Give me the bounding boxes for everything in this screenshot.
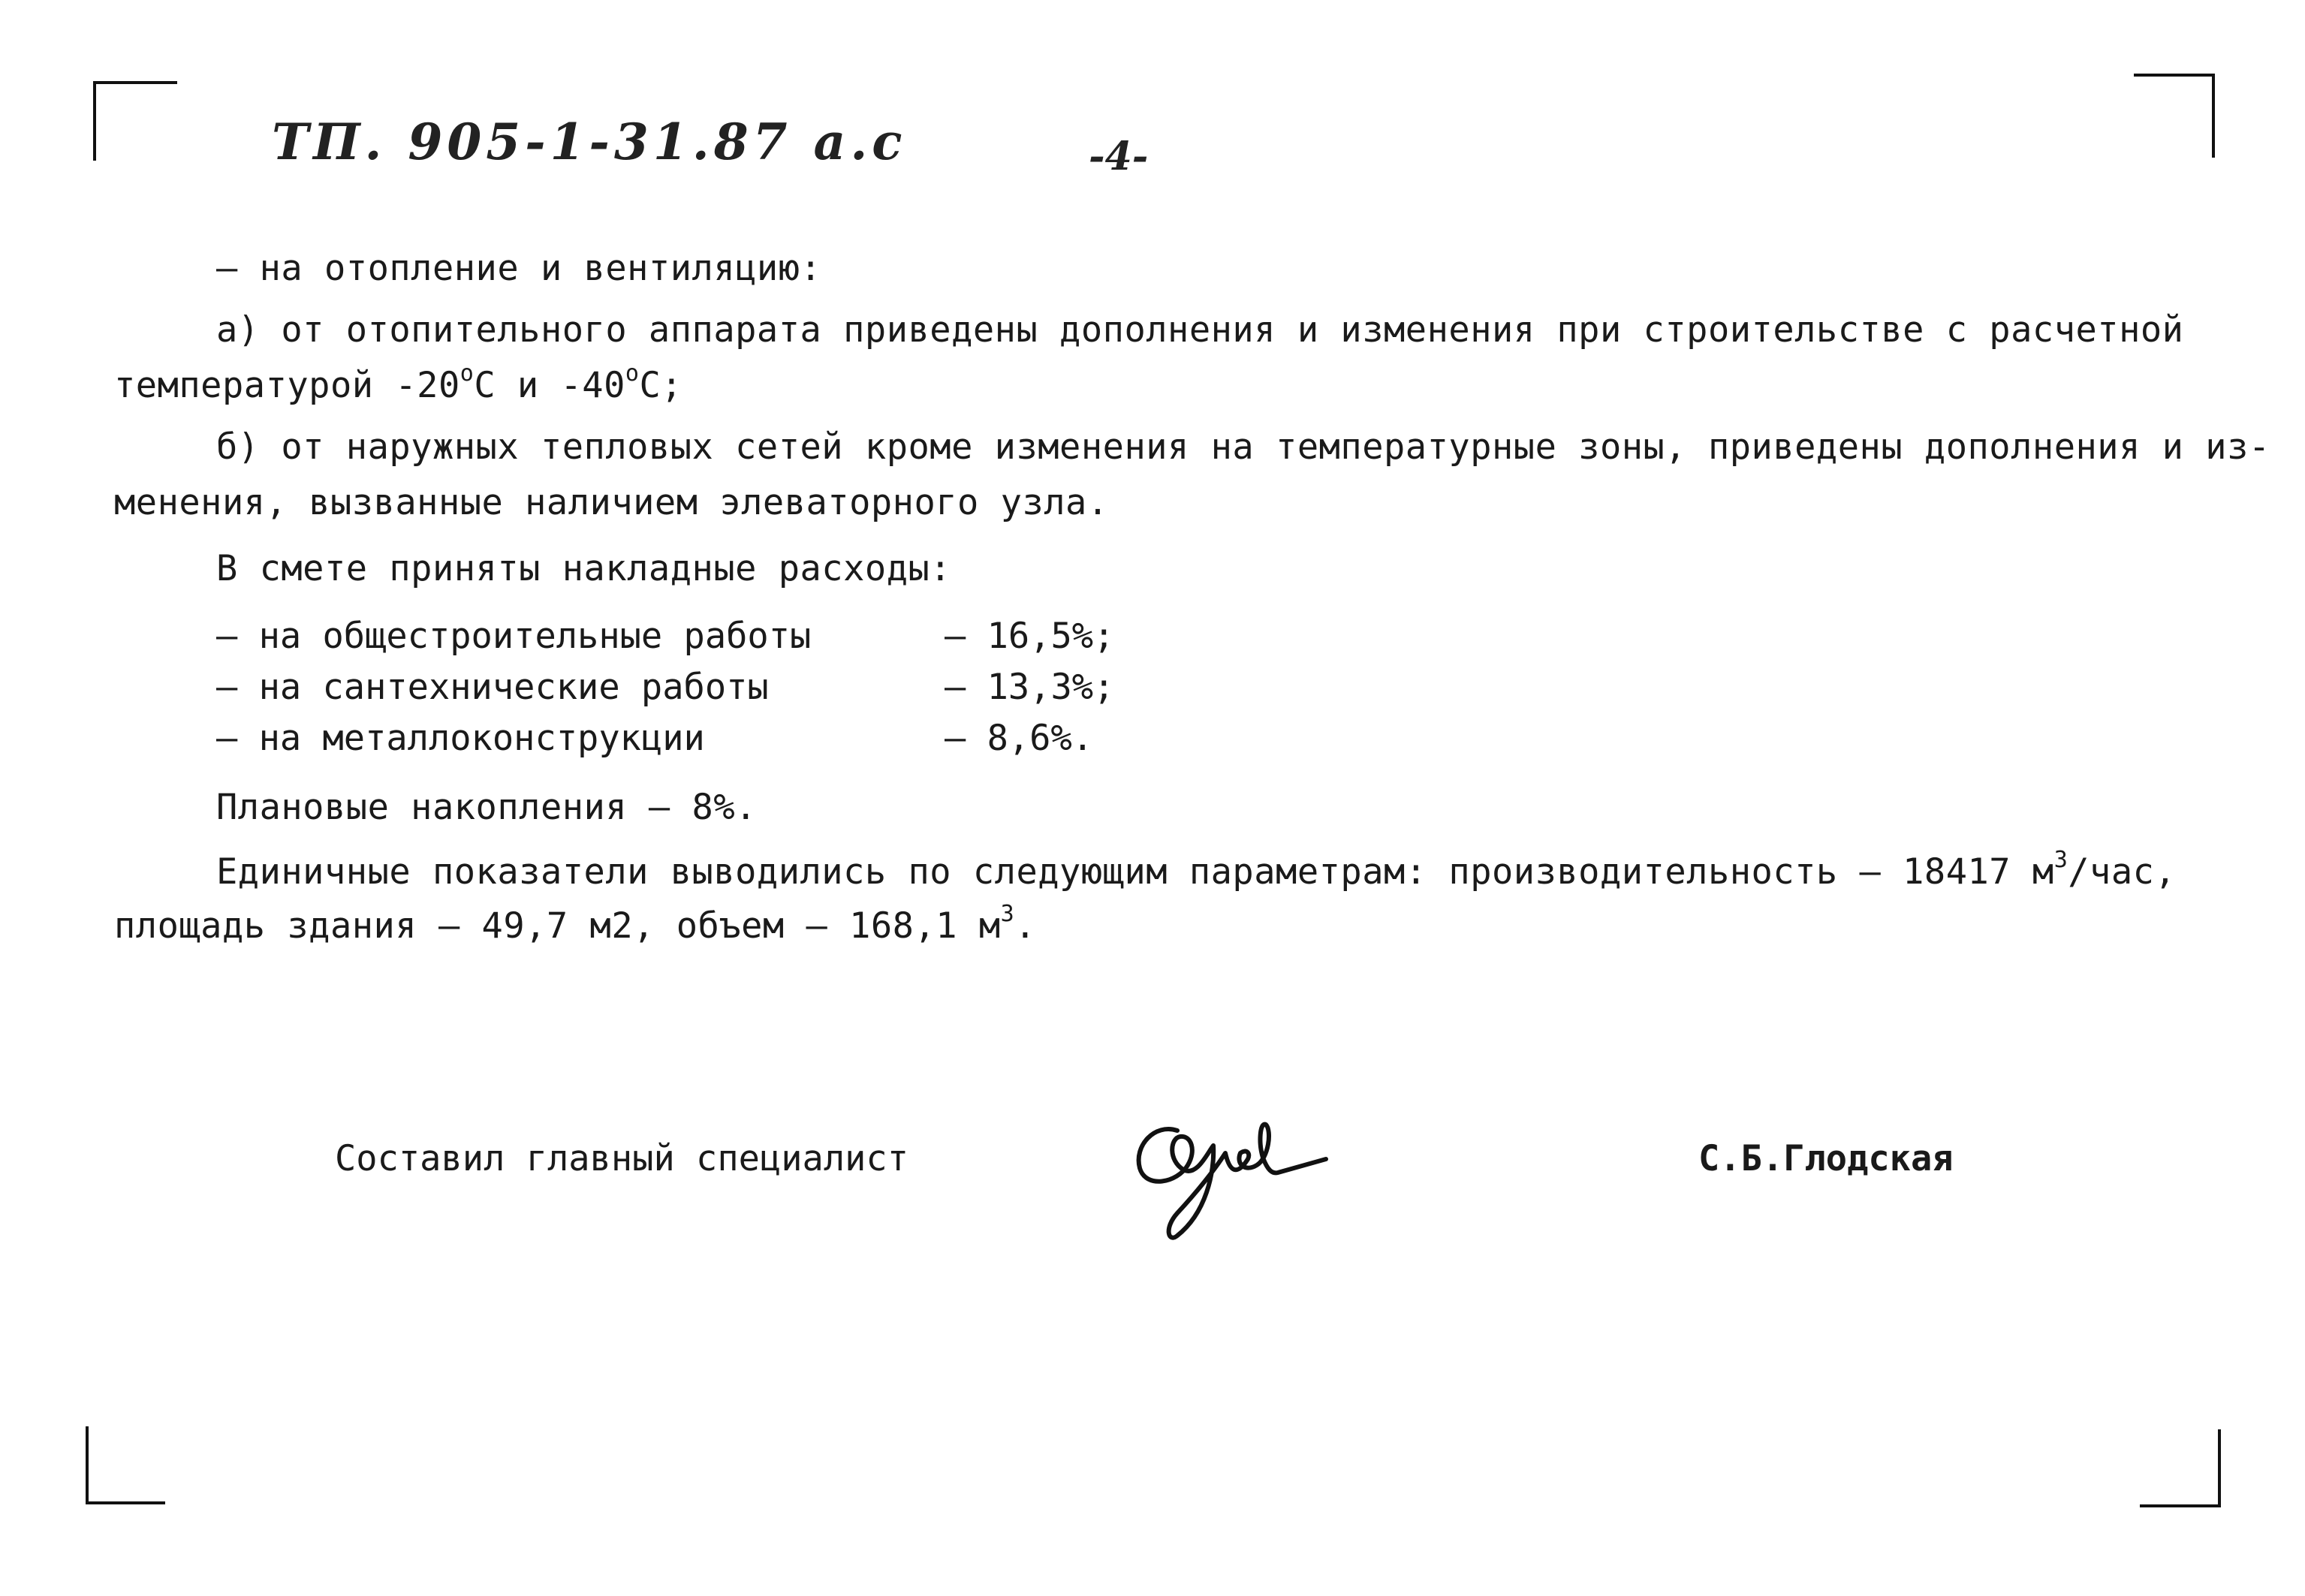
item-a-line2 bbox=[114, 360, 683, 406]
overhead-label: – на металлоконструкции bbox=[216, 718, 705, 759]
indicators-line2 bbox=[114, 901, 1037, 947]
superscript-cube: 3 bbox=[1000, 901, 1015, 927]
degree-mark: o bbox=[459, 360, 475, 387]
overhead-intro: В смете приняты накладные расходы: bbox=[216, 548, 952, 589]
overhead-value: – 8,6%. bbox=[945, 718, 1094, 759]
indicators-text-prefix: площадь здания – 49,7 м2, объем – 168,1 м bbox=[114, 905, 1001, 947]
indicators-text-prefix: Единичные показатели выводились по следующим параметрам: производительность – 18417 м bbox=[216, 851, 2054, 893]
item-b-line2: менения, вызванные наличием элеваторного узла. bbox=[114, 482, 1109, 523]
overhead-value: – 13,3%; bbox=[945, 667, 1115, 708]
corner-mark-bottom-left bbox=[86, 1426, 165, 1504]
overhead-value: – 16,5%; bbox=[945, 616, 1115, 657]
corner-mark-top-right bbox=[2134, 74, 2215, 158]
planned-savings: Плановые накопления – 8%. bbox=[216, 787, 757, 828]
item-a-text-mid: С и -40 bbox=[474, 365, 625, 406]
indicators-text-suffix: . bbox=[1014, 905, 1037, 947]
indicators-text-suffix: /час, bbox=[2068, 851, 2177, 893]
heating-intro: – на отопление и вентиляцию: bbox=[216, 248, 822, 289]
handwritten-signature bbox=[1125, 1101, 1342, 1251]
overhead-label: – на сантехнические работы bbox=[216, 667, 769, 708]
compiled-by-label: Составил главный специалист bbox=[335, 1138, 909, 1179]
superscript-cube: 3 bbox=[2053, 847, 2068, 873]
document-code: ТП. 905-1-31.87 а.с bbox=[272, 113, 907, 171]
indicators-line1 bbox=[216, 847, 2177, 893]
corner-mark-bottom-right bbox=[2140, 1429, 2221, 1507]
signatory-name: С.Б.Глодская bbox=[1698, 1138, 1954, 1179]
corner-mark-top-left bbox=[93, 81, 177, 161]
degree-mark: o bbox=[625, 360, 640, 387]
item-a-line1: а) от отопительного аппарата приведены дополнения и изменения при строительстве с расчетной bbox=[216, 309, 2184, 351]
item-a-text-suffix: С; bbox=[639, 365, 683, 406]
overhead-label: – на общестроительные работы bbox=[216, 616, 812, 657]
page-number: -4- bbox=[1089, 134, 1149, 179]
item-a-text-prefix: температурой -20 bbox=[114, 365, 460, 406]
item-b-line1: б) от наружных тепловых сетей кроме изменения на температурные зоны, приведены дополнения и из- bbox=[216, 426, 2270, 468]
